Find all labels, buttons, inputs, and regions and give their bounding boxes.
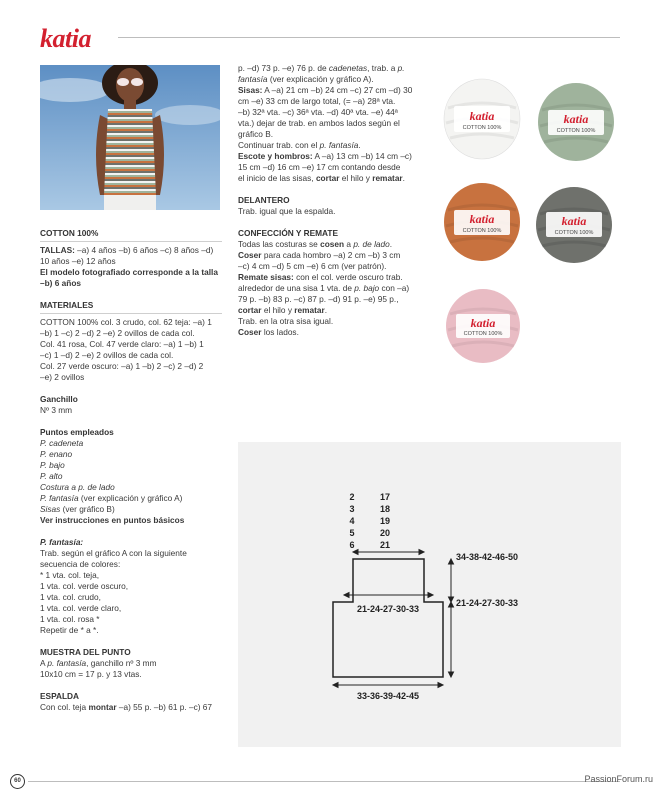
divider [40,313,222,314]
tallas: TALLAS: –a) 4 años –b) 6 años –c) 8 años –d) 10 años –e) 12 años [40,245,214,266]
confeccion-title: CONFECCIÓN Y REMATE [238,228,339,238]
bottom-width-arrow [333,683,443,688]
bottom-width-label: 33-36-39-42-45 [356,691,420,701]
garment-outline [333,559,443,677]
svg-text:katia: katia [563,112,589,126]
sisas-line: vta.) dejar de trab. en ambos lados según el [238,118,400,128]
punto-item: P. fantasía (ver explicación y gráfico A) [40,493,183,503]
legend-left: 3 [349,504,355,514]
model-photo [40,65,220,210]
continuar-line: Continuar trab. con el p. fantasía. [238,140,361,150]
side-height-arrow [449,602,454,677]
footer-divider [28,781,620,782]
sisas-line: Sisas: A –a) 21 cm –b) 24 cm –c) 27 cm –d) 30 [238,85,413,95]
top-height-label: 34-38-42-46-50 [456,552,519,562]
svg-text:COTTON 100%: COTTON 100% [463,331,503,337]
side-height-label: 21-24-27-30-33 [456,598,519,608]
materiales-line: Col. 41 rosa, Col. 47 verde claro: –a) 1 –b) 1 [40,339,204,349]
sisas-line: gráfico B. [238,129,274,139]
delantero-text: Trab. igual que la espalda. [238,206,336,216]
yarn-ball [444,288,522,369]
delantero-title: DELANTERO [238,195,290,205]
svg-text:COTTON 100%: COTTON 100% [462,125,502,131]
muestra-line: 10x10 cm = 17 p. y 13 vtas. [40,669,142,679]
coser-line: –c) 4 cm –d) 5 cm –e) 6 cm (ver patrón). [238,261,387,271]
legend-right: 18 [379,504,391,514]
watermark: PassionForum.ru [584,774,653,784]
svg-text:katia: katia [469,109,495,123]
fantasia-line: 1 vta. col. verde oscuro, [40,581,129,591]
escote-line: Escote y hombros: A –a) 13 cm –b) 14 cm –c) [238,151,412,161]
divider [40,241,222,242]
fantasia-line: 1 vta. col. rosa * [40,614,100,624]
top-height-arrow [449,559,454,602]
legend-right: 19 [379,516,391,526]
svg-text:COTTON 100%: COTTON 100% [462,228,502,234]
svg-text:katia: katia [470,316,496,330]
legend-left: 4 [349,516,355,526]
remate-line: alrededor de una sisa 1 vta. de p. bajo con –a) [238,283,410,293]
yarn-ball [442,78,522,165]
escote-line: 15 cm –d) 16 cm –e) 17 cm contando desde [238,162,401,172]
legend-right: 20 [379,528,391,538]
svg-text:katia: katia [561,214,587,228]
materiales-line: –e) 2 ovillos [40,372,85,382]
coser-line: Coser para cada hombro –a) 2 cm –b) 3 cm [238,250,401,260]
materiales-line: –c) 1 –d) 2 –e) 2 ovillos de cada col. [40,350,174,360]
svg-text:COTTON 100%: COTTON 100% [554,230,594,236]
fantasia-line: Repetir de * a *. [40,625,99,635]
svg-text:COTTON 100%: COTTON 100% [556,128,596,134]
legend-left: 6 [349,540,355,550]
yarn-ball [534,186,614,269]
pattern-diagram [238,442,621,747]
fantasia-line: * 1 vta. col. teja, [40,570,100,580]
fantasia-line: 1 vta. col. crudo, [40,592,101,602]
sisas-line: –b) 32ª vta. –c) 36ª vta. –d) 40ª vta. –e) 44ª [238,107,398,117]
top-width-arrow [353,550,424,555]
neck-width-label: 21-24-27-30-33 [356,604,420,614]
materiales-line: COTTON 100% col. 3 crudo, col. 62 teja: –a) 1 [40,317,212,327]
fantasia-line: 1 vta. col. verde claro, [40,603,122,613]
legend-right: 21 [379,540,391,550]
punto-item: P. cadeneta [40,438,84,448]
materiales-title: MATERIALES [40,300,94,310]
espalda-line: Con col. teja montar –a) 55 p. –b) 61 p. –c) 67 [40,702,213,712]
ver-instrucciones: Ver instrucciones en puntos básicos [40,515,185,525]
remate-line: Remate sisas: con el col. verde oscuro trab. [238,272,403,282]
fantasia-line: secuencia de colores: [40,559,121,569]
modelo-note: El modelo fotografiado corresponde a la talla –b) 6 años [40,267,218,288]
ganchillo-text: Nº 3 mm [40,405,73,415]
brand-logo: katia [40,24,91,53]
legend-left: 2 [349,492,355,502]
yarn-title: COTTON 100% [40,228,99,238]
muestra-title: MUESTRA DEL PUNTO [40,647,131,657]
confeccion-line: Todas las costuras se cosen a p. de lado. [238,239,393,249]
column-left [40,228,222,713]
legend-right: 17 [379,492,391,502]
materiales-line: –b) 1 –c) 2 –d) 2 –e) 2 ovillos de cada col. [40,328,195,338]
escote-line: el inicio de las sisas, cortar el hilo y rematar. [238,173,405,183]
punto-item: Sisas (ver gráfico B) [40,504,115,514]
ganchillo-title: Ganchillo [40,394,78,404]
yarn-ball [442,182,522,267]
muestra-line: A p. fantasía, ganchillo nº 3 mm [40,658,157,668]
fantasia-line: Trab. según el gráfico A con la siguiente [40,548,187,558]
coser-lados: Coser los lados. [238,327,299,337]
neck-width-arrow [344,593,433,598]
espalda-title: ESPALDA [40,691,80,701]
yarn-ball [536,82,616,167]
remate-line: 79 p. –b) 83 p. –c) 87 p. –d) 91 p. –e) 95 p., [238,294,399,304]
svg-text:katia: katia [469,212,495,226]
sisas-line: cm –e) 33 cm de largo total, (= –a) 28ª vta. [238,96,396,106]
espalda-cont: p. –d) 73 p. –e) 76 p. de cadenetas, trab. a p. [238,63,405,73]
materiales-line: Col. 27 verde oscuro: –a) 1 –b) 2 –c) 2 –d) 2 [40,361,204,371]
page-number: 60 [10,774,25,789]
fantasia-title: P. fantasía: [40,537,84,547]
otra-sisa: Trab. en la otra sisa igual. [238,316,334,326]
punto-item: P. enano [40,449,73,459]
legend-left: 5 [349,528,355,538]
column-middle [238,63,424,338]
puntos-title: Puntos empleados [40,427,114,437]
punto-item: P. alto [40,471,63,481]
header-divider [118,37,620,38]
punto-item: P. bajo [40,460,65,470]
punto-item: Costura a p. de lado [40,482,115,492]
espalda-cont: fantasía (ver explicación y gráfico A). [238,74,374,84]
remate-line: cortar el hilo y rematar. [238,305,328,315]
